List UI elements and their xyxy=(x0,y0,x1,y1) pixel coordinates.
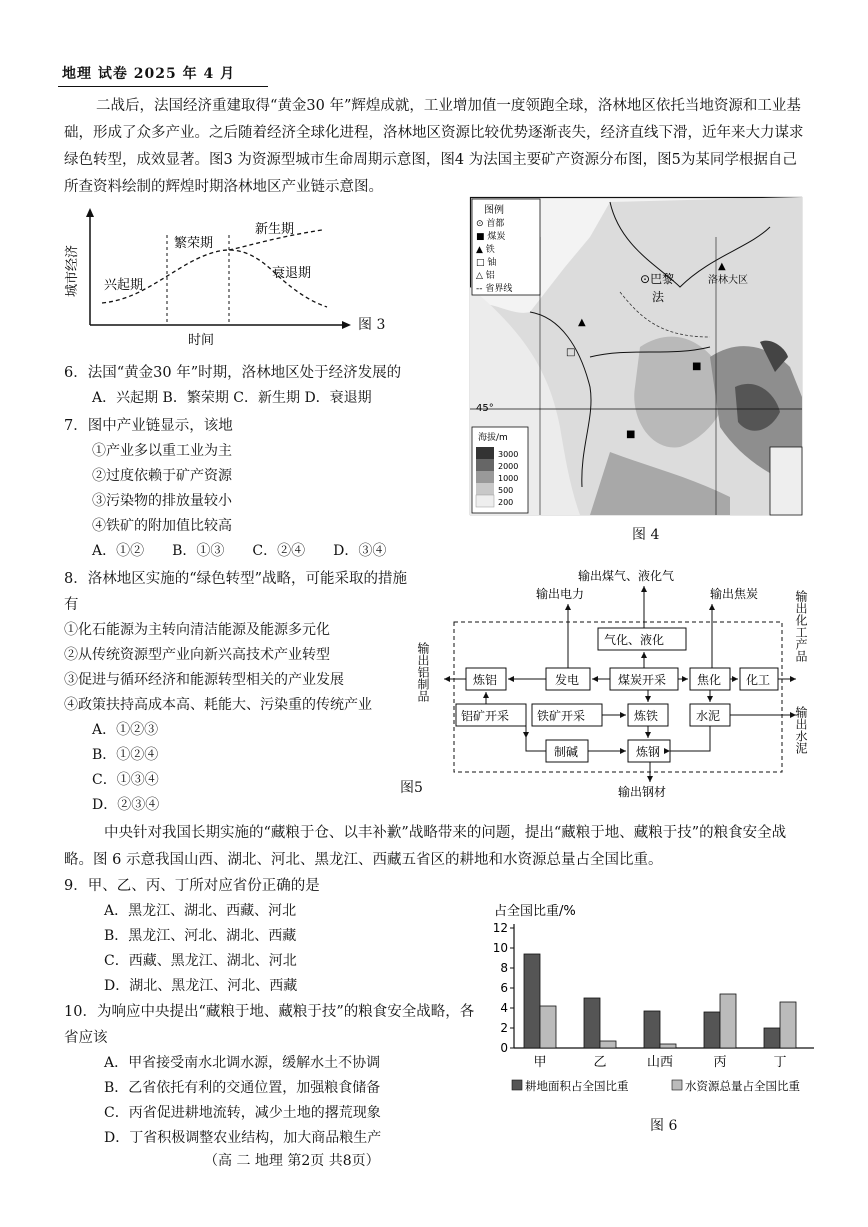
fig3-xlabel: 时间 xyxy=(188,333,215,348)
page-footer: （高 二 地理 第2页 共8页） xyxy=(204,1153,380,1169)
fig3-stage-boom: 繁荣期 xyxy=(174,236,214,251)
fig4-legend-coal: ■ 煤炭 xyxy=(476,232,506,242)
fig6-ytick-label: 4 xyxy=(500,1001,508,1015)
figure-5-caption: 图5 xyxy=(400,780,423,796)
q8-item-2: ②从传统资源型产业向新兴高技术产业转型 xyxy=(64,647,330,663)
fig6-ytick-label: 10 xyxy=(492,941,508,955)
q9-option-b: B．黑龙江、河北、湖北、西藏 xyxy=(104,928,297,944)
q9-stem: 9．甲、乙、丙、丁所对应省份正确的是 xyxy=(64,878,320,894)
fig6-bar-water xyxy=(660,1044,676,1048)
fig4-country-label: 法 xyxy=(652,290,665,304)
fig4-legend-title: 图例 xyxy=(484,205,504,216)
fig4-coal-symbol-2: ■ xyxy=(626,429,636,440)
q9-option-c: C．西藏、黑龙江、湖北、河北 xyxy=(104,953,297,969)
q8-option-d: D．②③④ xyxy=(92,797,160,813)
fig4-coal-symbol: ■ xyxy=(692,361,702,372)
figure-3-caption: 图 3 xyxy=(358,317,386,333)
fig5-node-coal: 煤炭开采 xyxy=(618,673,667,687)
figure-6-bar-chart xyxy=(490,898,820,1098)
fig6-title: 占全国比重/% xyxy=(494,904,576,919)
fig6-category-label: 山西 xyxy=(646,1055,674,1070)
fig5-node-chemical: 化工 xyxy=(746,673,771,687)
fig4-uranium-symbol: □ xyxy=(566,347,576,358)
intro-paragraph: 二战后，法国经济重建取得“黄金30 年”辉煌成就，工业增加值一度领跑全球，洛林地区依托当地资源和工业基础，形成了众多产业。之后随着经济全球化进程，洛林地区资源比较优势逐渐丧失，经济直线下滑，近年来大力谋求绿色转型，成效显著。图3 为资源型城市生命周期示意图，图4 为法国主要矿产资源分布图，图5为某同学根据自己所查资料绘制的辉煌时期洛林地区产业链示意图。 xyxy=(64,98,804,195)
fig3-x-arrow xyxy=(342,321,351,329)
q7-option-a: A．①② xyxy=(92,543,145,559)
fig4-iron-symbol-2: ▲ xyxy=(578,317,586,328)
q10-option-b: B．乙省依托有利的交通位置，加强粮食储备 xyxy=(104,1080,381,1096)
fig5-node-power: 发电 xyxy=(555,673,580,687)
q6-options: A．兴起期 B．繁荣期 C．新生期 D．衰退期 xyxy=(92,390,372,406)
fig6-bar-water xyxy=(720,994,736,1048)
fig6-category-label: 丙 xyxy=(713,1055,727,1070)
q7-item-1: ①产业多以重工业为主 xyxy=(92,443,232,459)
fig4-legend-iron: ▲ 铁 xyxy=(476,245,495,255)
fig4-iron-symbol: ▲ xyxy=(718,261,726,272)
fig4-elev-1000: 1000 xyxy=(498,474,519,483)
fig4-region-label: 洛林大区 xyxy=(708,275,748,286)
q8-stem: 8．洛林地区实施的“绿色转型”战略，可能采取的措施有 xyxy=(64,571,408,613)
fig6-category-label: 乙 xyxy=(593,1055,607,1070)
q7-item-2: ②过度依赖于矿产资源 xyxy=(92,468,232,484)
q8-option-b: B．①②④ xyxy=(92,747,159,763)
fig6-bar-water xyxy=(540,1006,556,1048)
fig5-out-coke: 输出焦炭 xyxy=(710,587,759,601)
q8-item-4: ④政策扶持高成本高、耗能大、污染重的传统产业 xyxy=(64,697,372,713)
fig4-elevation-title: 海拔/m xyxy=(478,433,508,443)
figure-4-caption: 图 4 xyxy=(632,527,660,543)
q7-option-c: C．②④ xyxy=(252,543,306,559)
q7-item-4: ④铁矿的附加值比较高 xyxy=(92,518,232,534)
fig4-latitude-label: 45° xyxy=(476,403,494,414)
fig5-node-steel: 炼钢 xyxy=(636,745,661,759)
fig5-node-al-mine: 铝矿开采 xyxy=(461,709,510,723)
fig5-out-aluminum: 输出铝制品 xyxy=(416,642,430,702)
figure-3-city-life-cycle xyxy=(62,205,362,350)
fig5-node-alkali: 制碱 xyxy=(554,745,579,759)
fig6-category-label: 丁 xyxy=(773,1055,787,1070)
fig6-legend-label: 水资源总量占全国比重 xyxy=(685,1079,800,1093)
fig5-out-gas: 输出煤气、液化气 xyxy=(578,569,675,583)
fig6-bar-farmland xyxy=(584,998,600,1048)
q9-option-d: D．湖北、黑龙江、河北、西藏 xyxy=(104,978,298,994)
q10-option-d: D．丁省积极调整农业结构，加大商品粮生产 xyxy=(104,1130,382,1146)
q7-item-3: ③污染物的排放量较小 xyxy=(92,493,232,509)
q8-item-1: ①化石能源为主转向清洁能源及能源多元化 xyxy=(64,622,330,638)
fig6-ytick-label: 12 xyxy=(492,921,508,935)
q6-stem: 6．法国“黄金30 年”时期，洛林地区处于经济发展的 xyxy=(64,365,402,381)
fig4-legend-border: -- 省界线 xyxy=(476,284,513,294)
fig4-elev-500: 500 xyxy=(498,486,514,495)
fig4-legend-capital: ⊙ 首都 xyxy=(476,219,505,229)
fig6-ytick-label: 2 xyxy=(500,1021,508,1035)
figure-5-industry-chain xyxy=(418,560,836,805)
header-underline xyxy=(58,86,268,87)
fig6-bar-farmland xyxy=(764,1028,780,1048)
fig3-ylabel: 城市经济 xyxy=(65,244,80,297)
fig5-node-smelt-al: 炼铝 xyxy=(473,673,498,687)
fig6-category-label: 甲 xyxy=(533,1055,547,1070)
q8-option-c: C．①③④ xyxy=(92,772,159,788)
figure-4-france-map xyxy=(470,197,802,515)
fig6-ytick-label: 6 xyxy=(500,981,508,995)
fig5-node-gasify: 气化、液化 xyxy=(604,633,665,647)
fig5-node-cement: 水泥 xyxy=(696,709,721,723)
q7-option-d: D．③④ xyxy=(333,543,387,559)
exam-header: 地理 试卷 2025 年 4 月 xyxy=(62,66,236,82)
fig6-bar-farmland xyxy=(704,1012,720,1048)
fig5-node-iron: 炼铁 xyxy=(634,709,659,723)
fig3-y-arrow xyxy=(86,208,94,217)
fig6-legend-swatch xyxy=(672,1080,682,1090)
q8-option-a: A．①②③ xyxy=(92,722,159,738)
fig4-elev-3000: 3000 xyxy=(498,450,519,459)
fig5-node-fe-mine: 铁矿开采 xyxy=(537,709,586,723)
fig4-legend-aluminum: △ 铝 xyxy=(476,271,495,281)
fig5-out-chem: 输出化工产品 xyxy=(794,590,808,662)
fig6-bar-farmland xyxy=(524,954,540,1048)
q9-option-a: A．黑龙江、湖北、西藏、河北 xyxy=(104,903,297,919)
q10-stem: 10．为响应中央提出“藏粮于地、藏粮于技”的粮食安全战略，各省应该 xyxy=(64,1004,475,1046)
q7-option-b: B．①③ xyxy=(172,543,225,559)
fig6-ytick-label: 8 xyxy=(500,961,508,975)
fig4-legend-uranium: □ 铀 xyxy=(476,258,497,268)
fig3-stage-decline: 衰退期 xyxy=(272,266,312,281)
q10-option-a: A．甲省接受南水北调水源，缓解水土不协调 xyxy=(104,1055,381,1071)
fig3-stage-rise: 兴起期 xyxy=(104,278,144,293)
fig5-out-power: 输出电力 xyxy=(536,587,585,601)
fig4-capital-label: ⊙巴黎 xyxy=(640,272,675,286)
questions-6-8 xyxy=(64,360,444,818)
fig4-elev-200: 200 xyxy=(498,498,514,507)
q10-option-c: C．丙省促进耕地流转，减少土地的撂荒现象 xyxy=(104,1105,381,1121)
fig4-elev-2000: 2000 xyxy=(498,462,519,471)
fig6-legend-label: 耕地面积占全国比重 xyxy=(525,1079,629,1093)
passage-2: 中央针对我国长期实施的“藏粮于仓、以丰补歉”战略带来的问题，提出“藏粮于地、藏粮于技”的粮食安全战略。图 6 示意我国山西、湖北、河北、黑龙江、西藏五省区的耕地和水资源总量占全国比重。 xyxy=(64,825,787,868)
fig5-node-coking: 焦化 xyxy=(697,673,722,687)
fig5-out-cement: 输出水泥 xyxy=(794,706,808,754)
fig6-bar-water xyxy=(600,1041,616,1048)
fig3-stage-renew: 新生期 xyxy=(255,222,295,237)
q8-item-3: ③促进与循环经济和能源转型相关的产业发展 xyxy=(64,672,344,688)
q7-stem: 7．图中产业链显示，该地 xyxy=(64,418,233,434)
fig6-legend-swatch xyxy=(512,1080,522,1090)
fig6-ytick-label: 0 xyxy=(500,1041,508,1055)
fig6-bar-water xyxy=(780,1002,796,1048)
figure-6-caption: 图 6 xyxy=(650,1118,678,1134)
fig5-out-steel: 输出钢材 xyxy=(618,785,667,799)
q7-options xyxy=(64,539,444,564)
fig6-bar-farmland xyxy=(644,1011,660,1048)
questions-9-10 xyxy=(64,873,479,1151)
